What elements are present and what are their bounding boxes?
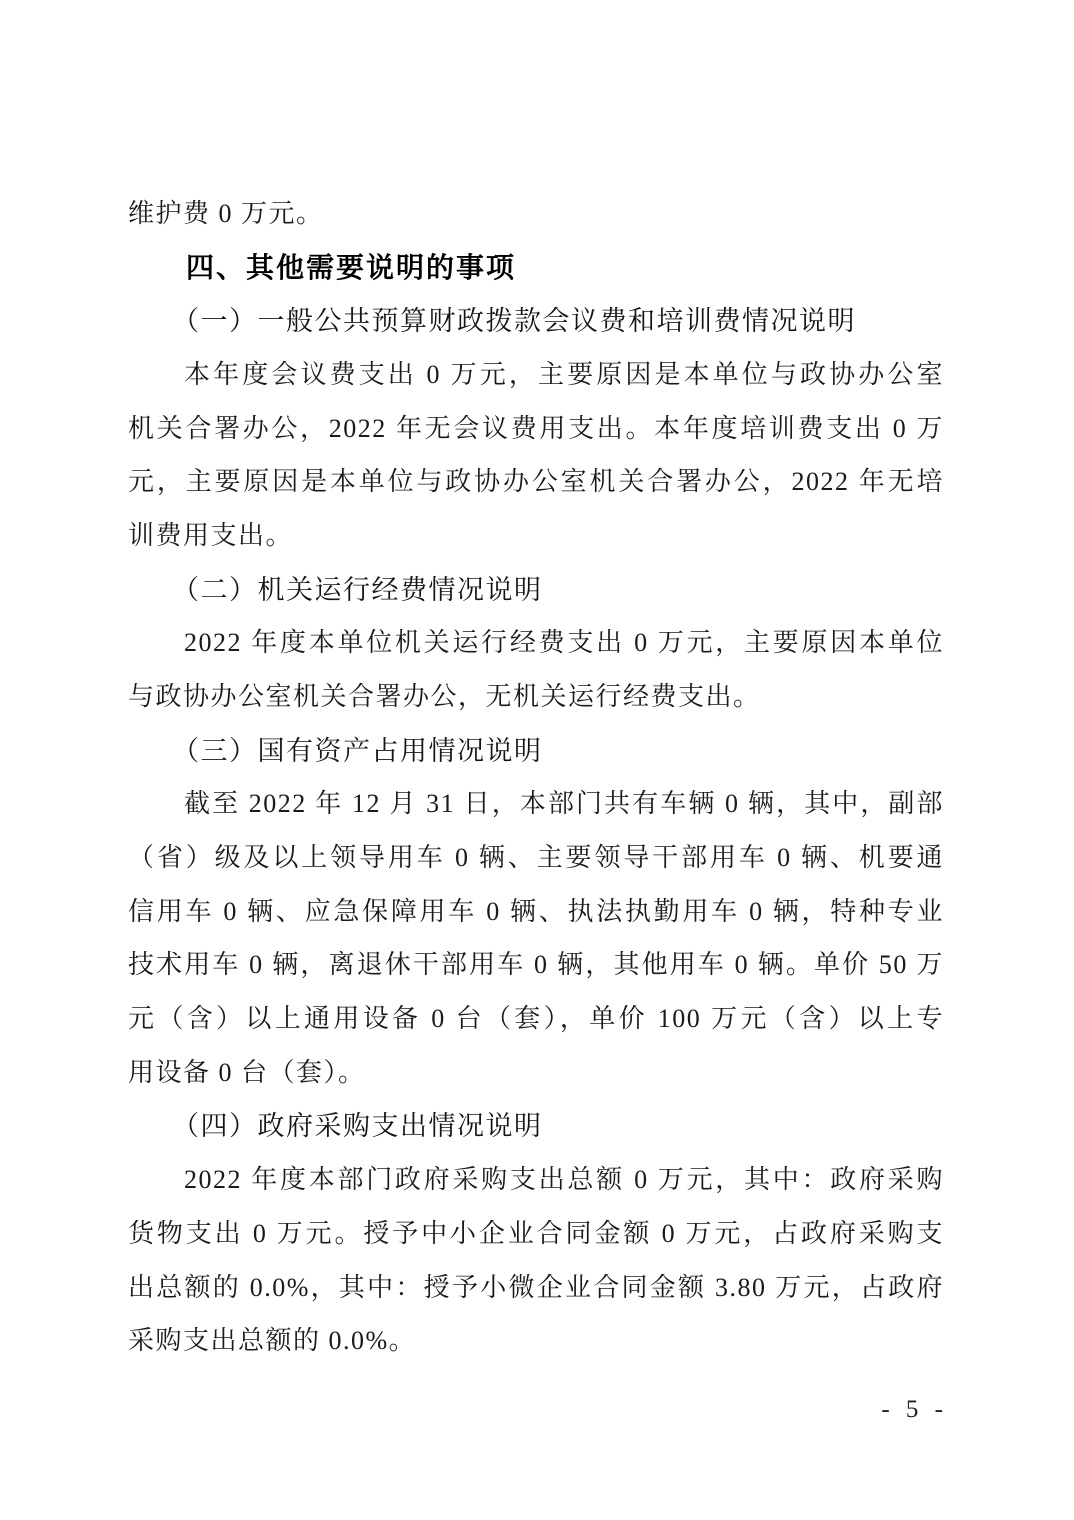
- paragraph-line: 训费用支出。: [128, 521, 294, 550]
- paragraph-line: 信用车 0 辆、应急保障用车 0 辆、执法执勤用车 0 辆，特种专业: [128, 897, 944, 926]
- paragraph-line: 元（含）以上通用设备 0 台（套），单价 100 万元（含）以上专: [128, 1004, 944, 1033]
- paragraph-line: 2022 年度本部门政府采购支出总额 0 万元，其中：政府采购: [184, 1165, 944, 1194]
- paragraph-line: 机关合署办公，2022 年无会议费用支出。本年度培训费支出 0 万: [128, 414, 944, 443]
- paragraph-line: 本年度会议费支出 0 万元，主要原因是本单位与政协办公室: [184, 360, 944, 389]
- paragraph-line: 2022 年度本单位机关运行经费支出 0 万元，主要原因本单位: [184, 628, 944, 657]
- subsection-2-heading: （二）机关运行经费情况说明: [172, 575, 543, 605]
- paragraph-line: 货物支出 0 万元。授予中小企业合同金额 0 万元，占政府采购支: [128, 1219, 944, 1248]
- paragraph-line: （省）级及以上领导用车 0 辆、主要领导干部用车 0 辆、机要通: [128, 843, 944, 872]
- subsection-1-heading: （一）一般公共预算财政拨款会议费和培训费情况说明: [172, 306, 856, 336]
- paragraph-line: 用设备 0 台（套）。: [128, 1058, 366, 1087]
- paragraph-line: 与政协办公室机关合署办公，无机关运行经费支出。: [128, 682, 761, 711]
- page-number: - 5 -: [881, 1396, 948, 1423]
- subsection-3-heading: （三）国有资产占用情况说明: [172, 736, 543, 766]
- paragraph-line: 元，主要原因是本单位与政协办公室机关合署办公，2022 年无培: [128, 467, 944, 496]
- paragraph-line: 技术用车 0 辆，离退休干部用车 0 辆，其他用车 0 辆。单价 50 万: [128, 950, 944, 979]
- paragraph-continuation-line: 维护费 0 万元。: [128, 199, 324, 228]
- paragraph-line: 截至 2022 年 12 月 31 日，本部门共有车辆 0 辆，其中，副部: [184, 789, 944, 818]
- paragraph-line: 采购支出总额的 0.0%。: [128, 1326, 417, 1355]
- section-heading: 四、其他需要说明的事项: [186, 252, 517, 283]
- subsection-4-heading: （四）政府采购支出情况说明: [172, 1111, 543, 1141]
- paragraph-line: 出总额的 0.0%，其中：授予小微企业合同金额 3.80 万元，占政府: [128, 1273, 944, 1302]
